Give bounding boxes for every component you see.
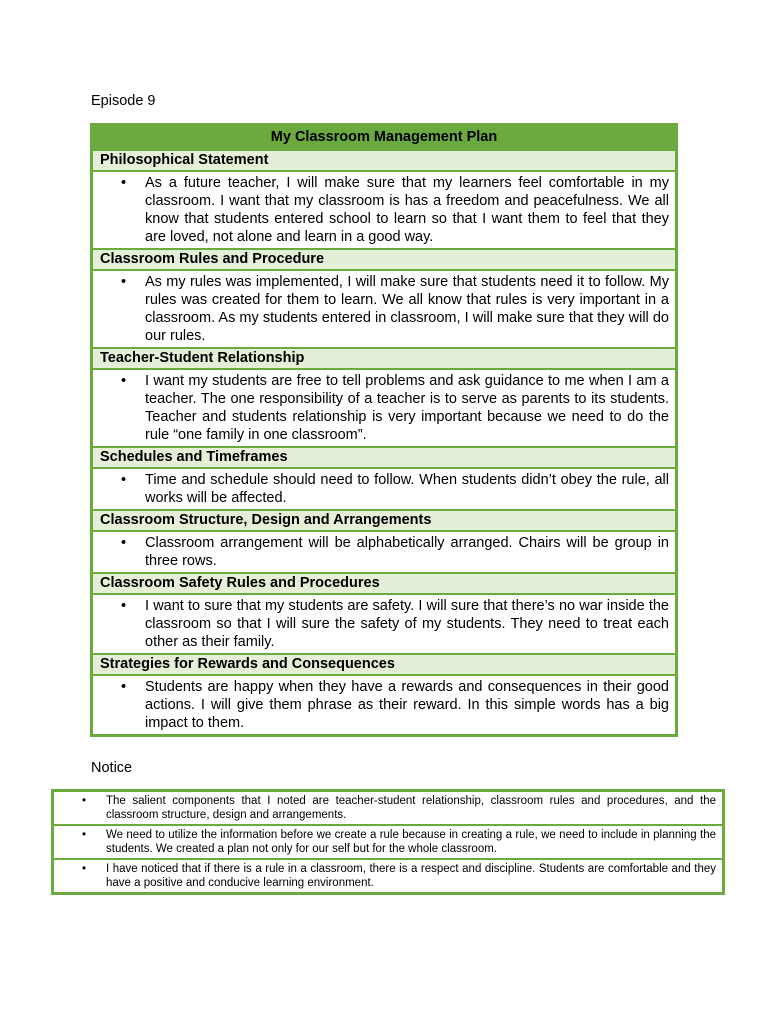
section-text: Classroom arrangement will be alphabetically arranged. Chairs will be group in three rows. bbox=[145, 535, 669, 569]
section-body bbox=[93, 595, 675, 653]
section-heading-classroom-structure: Classroom Structure, Design and Arrangements bbox=[93, 511, 675, 530]
section-heading-teacher-student-relationship: Teacher-Student Relationship bbox=[93, 349, 675, 368]
section-text: Students are happy when they have a rewards and consequences in their good actions. I will give them phrase as their reward. In this simple words has a big impact to them. bbox=[145, 679, 669, 731]
notice-text: We need to utilize the information before we create a rule because in creating a rule, we need to include in planning the students. We created a plan not only for our self but for the whole classroom. bbox=[106, 829, 716, 855]
notice-item bbox=[54, 860, 722, 892]
section-heading-philosophical-statement: Philosophical Statement bbox=[93, 151, 675, 170]
bullet-icon: • bbox=[121, 598, 127, 614]
notice-heading: Notice bbox=[91, 760, 133, 776]
bullet-icon: • bbox=[121, 373, 127, 389]
section-body bbox=[93, 676, 675, 734]
section-heading-rewards-consequences: Strategies for Rewards and Consequences bbox=[93, 655, 675, 674]
notice-table bbox=[51, 789, 725, 895]
section-text: As a future teacher, I will make sure that my learners feel comfortable in my classroom. I want that my classroom is has a freedom and peacefulness. We all know that students entered school to learn so that I want them to feel that they are loved, not alone and learn in a good way. bbox=[145, 175, 669, 245]
notice-text: The salient components that I noted are teacher-student relationship, classroom rules and procedures, and the classroom structure, design and arrangements. bbox=[106, 795, 716, 821]
section-text: I want to sure that my students are safety. I will sure that there’s no war inside the classroom so that I will sure the safety of my students. They need to treat each other as their family. bbox=[145, 598, 669, 650]
bullet-icon: • bbox=[121, 679, 127, 695]
section-body bbox=[93, 532, 675, 572]
classroom-management-plan-table bbox=[90, 123, 678, 737]
section-heading-safety-rules: Classroom Safety Rules and Procedures bbox=[93, 574, 675, 593]
notice-item bbox=[54, 792, 722, 824]
notice-text: I have noticed that if there is a rule in a classroom, there is a respect and discipline. Students are comfortable and they have a positive and conducive learning environment. bbox=[106, 863, 716, 889]
episode-label: Episode 9 bbox=[91, 93, 156, 109]
bullet-icon: • bbox=[121, 175, 127, 191]
section-heading-classroom-rules: Classroom Rules and Procedure bbox=[93, 250, 675, 269]
section-heading-schedules: Schedules and Timeframes bbox=[93, 448, 675, 467]
plan-title: My Classroom Management Plan bbox=[93, 126, 675, 149]
bullet-icon: • bbox=[121, 472, 127, 488]
section-text: I want my students are free to tell problems and ask guidance to me when I am a teacher. The one responsibility of a teacher is to serve as parents to its students. Teacher and students relationship is very important because we need to do the rule “one family in one classroom”. bbox=[145, 373, 669, 443]
notice-item bbox=[54, 826, 722, 858]
section-body bbox=[93, 469, 675, 509]
bullet-icon: • bbox=[82, 795, 87, 807]
bullet-icon: • bbox=[121, 535, 127, 551]
section-body bbox=[93, 271, 675, 347]
bullet-icon: • bbox=[82, 829, 87, 841]
section-text: As my rules was implemented, I will make sure that students need it to follow. My rules was created for them to learn. We all know that rules is very important in a classroom. As my students entered in classroom, I will make sure that they will do our rules. bbox=[145, 274, 669, 344]
section-body bbox=[93, 172, 675, 248]
bullet-icon: • bbox=[121, 274, 127, 290]
bullet-icon: • bbox=[82, 863, 87, 875]
section-body bbox=[93, 370, 675, 446]
section-text: Time and schedule should need to follow. When students didn’t obey the rule, all works will be affected. bbox=[145, 472, 669, 506]
